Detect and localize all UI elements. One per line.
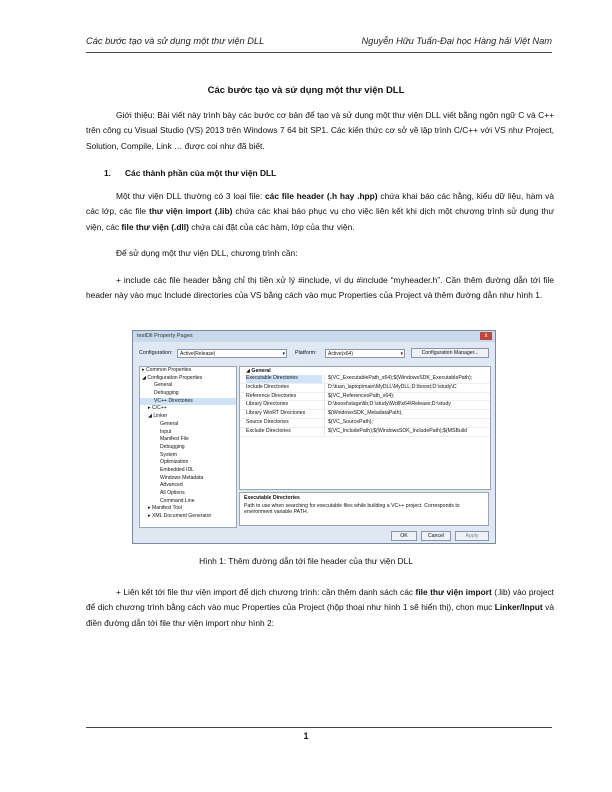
tree-item[interactable]: All Options: [160, 490, 185, 496]
paragraph-include: + include các file header bằng chỉ thị tiền xử lý #include, ví dụ #include “myheader.h”. Cần thêm đường dẫn tới file header này vào mục Include directories của VS bằng cách vào mục Properties của Project và thêm đường dẫn như hình 1.: [86, 275, 554, 301]
paragraph-file-types: [86, 189, 554, 235]
row-value[interactable]: D:\boost\stage\lib;D:\study\Wdll\x64\Release;D:\study: [324, 401, 488, 409]
text-run: Một thư viện DLL thường có 3 loại file:: [116, 191, 265, 201]
apply-button[interactable]: Apply: [455, 531, 489, 541]
text-run: chứa khai báo các hằng, kiểu dữ liệu, hàm và các lớp, các file: [86, 191, 554, 217]
platform-label: Platform:: [295, 350, 317, 356]
grid-category-header[interactable]: ◢ General: [246, 368, 271, 374]
property-grid: [239, 366, 491, 490]
grid-row[interactable]: [240, 410, 490, 419]
tree-item[interactable]: General: [154, 382, 173, 389]
page-number: 1: [303, 731, 309, 741]
tree-item[interactable]: ▸ XML Document Generator: [148, 513, 212, 520]
tree-item[interactable]: Embedded IDL: [160, 466, 194, 473]
tree-item[interactable]: Advanced: [160, 482, 183, 489]
row-name: Executable Directories: [246, 375, 322, 383]
paragraph-usage: Để sử dụng một thư viện DLL, chương trình cần:: [116, 248, 298, 258]
row-name: Exclude Directories: [246, 427, 291, 434]
tree-item[interactable]: ◢ Linker: [148, 413, 168, 420]
configuration-manager-button[interactable]: Configuration Manager...: [411, 348, 489, 358]
figure-caption: Hình 1: Thêm đường dẫn tới file header của thư viện DLL: [199, 556, 413, 566]
tree-item[interactable]: Optimization: [160, 459, 189, 466]
grid-row[interactable]: [240, 428, 490, 437]
bold-run: file thư viện import: [415, 587, 492, 597]
bold-run: các file header (.h hay .hpp): [265, 191, 378, 201]
tree-item[interactable]: System: [160, 451, 177, 458]
tree-item[interactable]: Debugging: [154, 390, 179, 397]
row-value[interactable]: $(VC_ExecutablePath_x64);$(WindowsSDK_ExecutablePath);: [324, 375, 488, 383]
dialog-titlebar: testDll Property Pages: [133, 331, 495, 342]
tree-item[interactable]: Debugging: [160, 443, 185, 450]
configuration-label: Configuration:: [139, 350, 173, 356]
row-value[interactable]: $(VC_SourcePath);: [324, 419, 488, 427]
row-value[interactable]: $(VC_ReferencesPath_x64);: [324, 393, 488, 401]
close-icon[interactable]: x: [480, 332, 492, 340]
text-run: + Liên kết tới file thư viện import để dịch chương trình: cần thêm danh sách các: [116, 587, 416, 597]
section-number: 1.: [104, 168, 111, 178]
paragraph-link-import: [86, 585, 554, 631]
tree-item[interactable]: ◢ Configuration Properties: [142, 374, 203, 381]
configuration-value: Active(Release): [180, 351, 216, 357]
grid-row[interactable]: [240, 419, 490, 428]
bold-run: Linker/Input: [494, 602, 543, 613]
grid-row[interactable]: [240, 384, 490, 393]
chevron-down-icon: ▾: [282, 351, 285, 357]
tree-item-selected[interactable]: VC++ Directories: [140, 398, 236, 406]
text-run: (.lib) vào project để dịch chương trình bằng cách vào mục Properties của Project (hộp thoại như hình 1 sẽ hiển thị), chọn mục: [86, 587, 555, 613]
tree-item[interactable]: ▸ C/C++: [148, 405, 167, 412]
cancel-button[interactable]: Cancel: [421, 531, 451, 541]
section-heading: [104, 168, 276, 178]
tree-item[interactable]: Command Line: [160, 497, 195, 504]
row-name: Source Directories: [246, 418, 289, 425]
property-tree[interactable]: [139, 366, 237, 528]
row-name: Reference Directories: [246, 392, 297, 399]
row-name: Library WinRT Directories: [246, 410, 306, 417]
bold-run: file thư viện (.dll): [121, 221, 189, 232]
property-description: [239, 492, 489, 526]
grid-row[interactable]: [240, 393, 490, 402]
text-run: và điền đường dẫn tới file thư viện import như hình 2:: [86, 602, 554, 628]
row-name: Include Directories: [246, 383, 289, 390]
grid-row[interactable]: [240, 401, 490, 410]
row-value[interactable]: $(VC_IncludePath);$(WindowsSDK_IncludePath);$(MSBuild: [324, 428, 488, 436]
configuration-select[interactable]: [177, 349, 287, 358]
row-name: Library Directories: [246, 401, 289, 408]
tree-item[interactable]: Input: [160, 428, 172, 435]
platform-value: Active(x64): [328, 351, 354, 357]
description-text: Path to use when searching for executable files while building a VC++ project. Corresponds to environment variable PATH.: [244, 503, 460, 515]
text-run: chứa các khai báo phục vụ cho việc liên kết khi dịch một chương trình sử dụng thư viện, các: [86, 206, 555, 232]
row-value[interactable]: D:\tuan_laptop\main\MyDLL\MyDLL;D:\boost;D:\study\C: [324, 384, 488, 392]
page-header: [86, 32, 552, 50]
text-run: chứa cài đặt của các hàm, lớp của thư viện.: [188, 221, 355, 232]
header-divider: [86, 52, 552, 53]
tree-item[interactable]: Windows Metadata: [160, 474, 204, 481]
platform-select[interactable]: [325, 349, 405, 358]
footer-divider: [86, 727, 552, 728]
ok-button[interactable]: OK: [391, 531, 417, 541]
row-value[interactable]: $(WindowsSDK_MetadataPath);: [324, 410, 488, 418]
header-right: Nguyễn Hữu Tuấn-Đại học Hàng hải Việt Nam: [361, 36, 552, 46]
description-title: Executable Directories: [244, 495, 300, 501]
tree-item[interactable]: ▸ Manifest Tool: [148, 505, 182, 512]
grid-row[interactable]: [240, 375, 490, 384]
bold-run: thư viện import (.lib): [149, 206, 233, 217]
tree-item[interactable]: ▸ Common Properties: [142, 367, 192, 373]
document-title: Các bước tạo và sử dụng một thư viện DLL: [207, 85, 405, 96]
chevron-down-icon: ▾: [400, 351, 403, 357]
header-left: Các bước tạo và sử dụng một thư viện DLL: [86, 36, 265, 46]
property-pages-dialog: [132, 330, 496, 544]
tree-item[interactable]: Manifest File: [160, 436, 189, 443]
intro-paragraph: Giới thiệu: Bài viết này trình bày các bước cơ bản để tạo và sử dụng một thư viện DLL viết bằng ngôn ngữ C và C++ trên công cụ Visual Studio (VS) 2013 trên Windows 7 64 bit SP1. Các kiến thức cơ sở về lập trình C/C++ với VS như Project, Solution, Compile, Link … được coi như đã biết.: [86, 110, 554, 151]
section-title: Các thành phần của một thư viện DLL: [125, 168, 277, 178]
config-row: [139, 348, 489, 360]
tree-item[interactable]: General: [160, 420, 179, 427]
